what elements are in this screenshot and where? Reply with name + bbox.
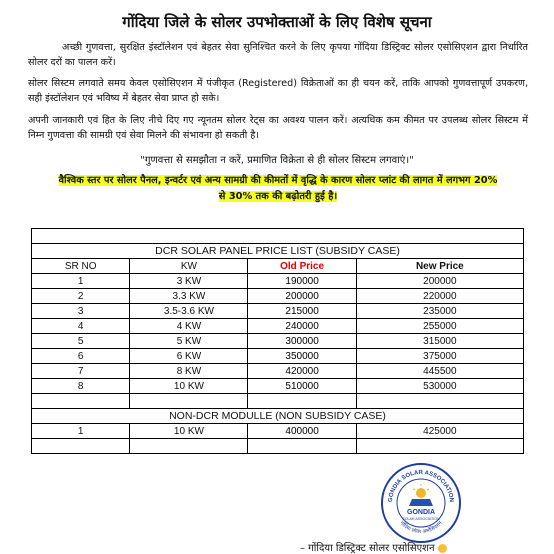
notice-quote: "गुणवत्ता से समझौता न करें, प्रमाणित विक्रेता से ही सोलर सिस्टम लगवाएं।": [140, 155, 414, 166]
dcr-table-title: DCR SOLAR PANEL PRICE LIST (SUBSIDY CASE): [32, 244, 524, 259]
notice-paragraph-quality: अच्छी गुणवत्ता, सुरक्षित इंस्टॉलेशन एवं बेहतर सेवा सुनिश्चित करने के लिए कृपया गोंदिया डिस्ट्रिक्ट सोलर एसोसिएशन द्वारा निर्धारित सोलर दरों का पालन करें।: [28, 42, 528, 68]
kw-cell: 4 KW: [130, 319, 248, 334]
new-price-cell: 315000: [356, 334, 523, 349]
kw-cell: 3.5-3.6 KW: [130, 304, 248, 319]
svg-text:GONDIA SOLAR ASSOCIATION: GONDIA SOLAR ASSOCIATION: [387, 469, 455, 503]
non-dcr-table-title: NON-DCR MODULLE (NON SUBSIDY CASE): [32, 409, 524, 424]
table-row: [32, 349, 524, 364]
sr-cell: 5: [32, 334, 130, 349]
solar-panel-icon: [409, 499, 433, 506]
table-row: [32, 289, 524, 304]
old-price-cell: 300000: [248, 334, 356, 349]
svg-text:SOLAR ASSOCIATION: SOLAR ASSOCIATION: [402, 517, 440, 521]
old-price-cell: 240000: [248, 319, 356, 334]
sun-icon: [416, 488, 426, 498]
kw-cell: 5 KW: [130, 334, 248, 349]
table-blank-row: [32, 394, 524, 409]
table-blank-row: [32, 439, 524, 454]
smiling-face-icon: [438, 544, 447, 553]
header-kw: KW: [130, 259, 248, 274]
old-price-cell: 420000: [248, 364, 356, 379]
kw-cell: 10 KW: [130, 379, 248, 394]
solar-price-table: [31, 228, 524, 454]
old-price-cell: 400000: [248, 424, 356, 439]
new-price-cell: 220000: [356, 289, 523, 304]
kw-cell: 3 KW: [130, 274, 248, 289]
new-price-cell: 375000: [356, 349, 523, 364]
sr-cell: 6: [32, 349, 130, 364]
kw-cell: 6 KW: [130, 349, 248, 364]
table-row: [32, 319, 524, 334]
gondia-solar-association-seal: [380, 462, 462, 544]
table-row: [32, 304, 524, 319]
new-price-cell: 235000: [356, 304, 523, 319]
old-price-cell: 200000: [248, 289, 356, 304]
non-dcr-title-row: [32, 409, 524, 424]
table-row: [32, 424, 524, 439]
dcr-title-row: [32, 244, 524, 259]
table-row: [32, 364, 524, 379]
signature-line: [300, 540, 447, 554]
kw-cell: 3.3 KW: [130, 289, 248, 304]
notice-paragraph-registered: सोलर सिस्टम लगवाते समय केवल एसोसिएशन में पंजीकृत (Registered) विक्रेताओं का ही चयन करें, ताकि आपको गुणवत्तापूर्ण उपकरण, सही इंस्टॉलेशन एवं भविष्य में बेहतर सेवा प्राप्त हो सके।: [28, 78, 528, 104]
sr-cell: 4: [32, 319, 130, 334]
kw-cell: 10 KW: [130, 424, 248, 439]
sr-cell: 8: [32, 379, 130, 394]
price-increase-highlight: [28, 173, 528, 205]
sr-cell: 1: [32, 274, 130, 289]
table-blank-row: [32, 229, 524, 244]
table-row: [32, 274, 524, 289]
old-price-cell: 510000: [248, 379, 356, 394]
header-new-price: New Price: [356, 259, 523, 274]
notice-title: गोंदिया जिले के सोलर उपभोक्ताओं के लिए विशेष सूचना: [122, 13, 432, 31]
new-price-cell: 530000: [356, 379, 523, 394]
new-price-cell: 425000: [356, 424, 523, 439]
new-price-cell: 445500: [356, 364, 523, 379]
table-row: [32, 334, 524, 349]
sr-cell: 3: [32, 304, 130, 319]
sr-cell: 7: [32, 364, 130, 379]
table-header-row: [32, 259, 524, 274]
old-price-cell: 190000: [248, 274, 356, 289]
highlight-line-1: वैश्विक स्तर पर सोलर पैनल, इन्वर्टर एवं अन्य सामग्री की कीमतों में वृद्धि के कारण सोलर प्लांट की लागत में लगभग 20%: [58, 175, 498, 186]
kw-cell: 8 KW: [130, 364, 248, 379]
svg-text:गोंदिया सोलर असोसिएशन: गोंदिया सोलर असोसिएशन: [398, 520, 444, 536]
new-price-cell: 200000: [356, 274, 523, 289]
sr-cell: 2: [32, 289, 130, 304]
highlight-line-2: से 30% तक की बढ़ोतरी हुई है।: [218, 191, 338, 202]
header-sr-no: SR NO: [32, 259, 130, 274]
old-price-cell: 215000: [248, 304, 356, 319]
header-old-price: Old Price: [248, 259, 356, 274]
signature-text: – गोंदिया डिस्ट्रिक्ट सोलर एसोसिएशन: [300, 543, 435, 554]
notice-paragraph-minimum-rates: अपनी जानकारी एवं हित के लिए नीचे दिए गए न्यूनतम सोलर रेट्स का अवश्य पालन करें। अत्यधिक कम कीमत पर उपलब्ध सोलर सिस्टम में निम्न गुणवत्ता की सामग्री एवं सेवा मिलने की संभावना हो सकती है।: [28, 115, 528, 141]
sr-cell: 1: [32, 424, 130, 439]
old-price-cell: 350000: [248, 349, 356, 364]
association-stamp: [380, 462, 462, 544]
svg-text:GONDIA: GONDIA: [407, 509, 435, 516]
new-price-cell: 255000: [356, 319, 523, 334]
table-row: [32, 379, 524, 394]
